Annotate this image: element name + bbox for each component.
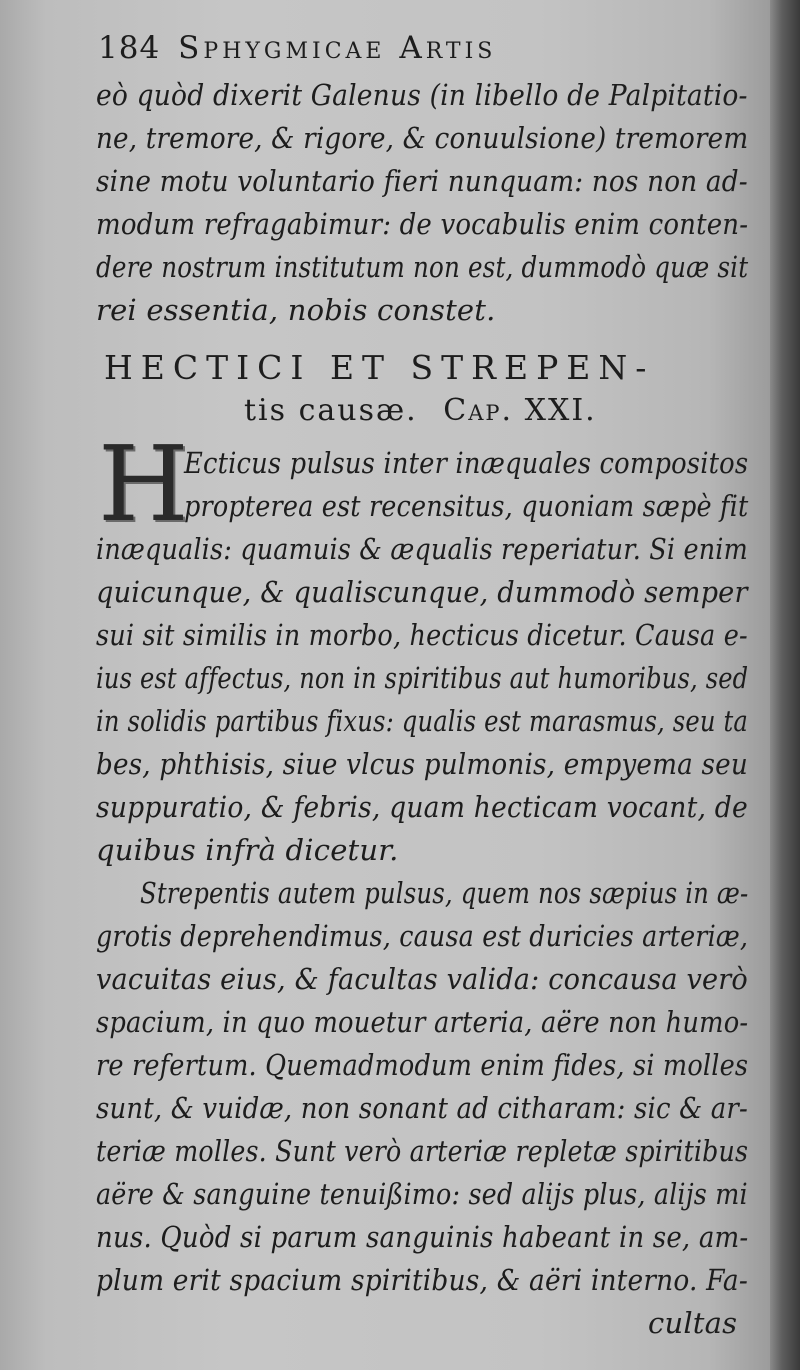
text-line: rei essentia, nobis constet. (96, 293, 496, 327)
text-line: modum refragabimur: de vocabulis enim conten- (96, 207, 749, 241)
page-number: 184 (98, 30, 161, 66)
text-line: quicunque, & qualiscunque, dummodò semper (96, 575, 748, 609)
text-line: nus. Quòd si parum sanguinis habeant in se, am- (96, 1220, 749, 1254)
chapter-subheading (244, 393, 597, 428)
text-line: sui sit similis in morbo, hecticus dicetur. Causa e- (96, 618, 748, 652)
page-edge-shadow (770, 0, 800, 1370)
text-line: eò quòd dixerit Galenus (in libello de Palpitatio- (96, 78, 748, 112)
text-line: spacium, in quo mouetur arteria, aëre non humo- (96, 1005, 749, 1039)
text-line: inæqualis: quamuis & æqualis reperiatur. Si enim (96, 532, 748, 566)
text-line: bes, phthisis, siue vlcus pulmonis, empyema seu (96, 747, 748, 781)
chapter-heading: HECTICI ET STREPEN- (104, 348, 655, 387)
chapter-title-end: tis causæ. (244, 393, 418, 428)
running-title: Sphygmicae Artis (178, 30, 497, 66)
text-line: suppuratio, & febris, quam hecticam vocant, de (96, 790, 748, 824)
text-line: ne, tremore, & rigore, & conuulsione) tremorem (96, 121, 749, 155)
text-line: sine motu voluntario fieri nunquam: nos non ad- (96, 164, 748, 198)
text-line: in solidis partibus fixus: qualis est marasmus, seu ta (96, 704, 748, 738)
text-line: sunt, & vuidæ, non sonant ad citharam: sic & ar- (96, 1091, 748, 1125)
text-line: aëre & sanguine tenuißimo: sed alijs plus, alijs mi (96, 1177, 748, 1211)
running-head (98, 30, 738, 74)
text-line: teriæ molles. Sunt verò arteriæ repletæ spiritibus (96, 1134, 749, 1168)
text-line: vacuitas eius, & facultas valida: concausa verò (96, 962, 748, 996)
text-line: re refertum. Quemadmodum enim fides, si molles (96, 1048, 749, 1082)
text-line: Strepentis autem pulsus, quem nos sæpius in æ- (140, 876, 749, 910)
text-line: dere nostrum institutum non est, dummodò quæ sit (96, 250, 749, 284)
text-line: Ecticus pulsus inter inæquales compositos (184, 446, 749, 480)
catchword: cultas (648, 1306, 738, 1340)
chapter-number: Cap. XXI. (443, 393, 597, 428)
text-line: quibus infrà dicetur. (96, 833, 399, 867)
text-line: plum erit spacium spiritibus, & aëri interno. Fa- (96, 1263, 748, 1297)
text-line: grotis deprehendimus, causa est duricies arteriæ, (96, 919, 749, 953)
drop-cap: H (98, 423, 189, 545)
text-line: propterea est recensitus, quoniam sæpè fit (184, 489, 749, 523)
text-line: ius est affectus, non in spiritibus aut humoribus, sed (96, 661, 749, 695)
